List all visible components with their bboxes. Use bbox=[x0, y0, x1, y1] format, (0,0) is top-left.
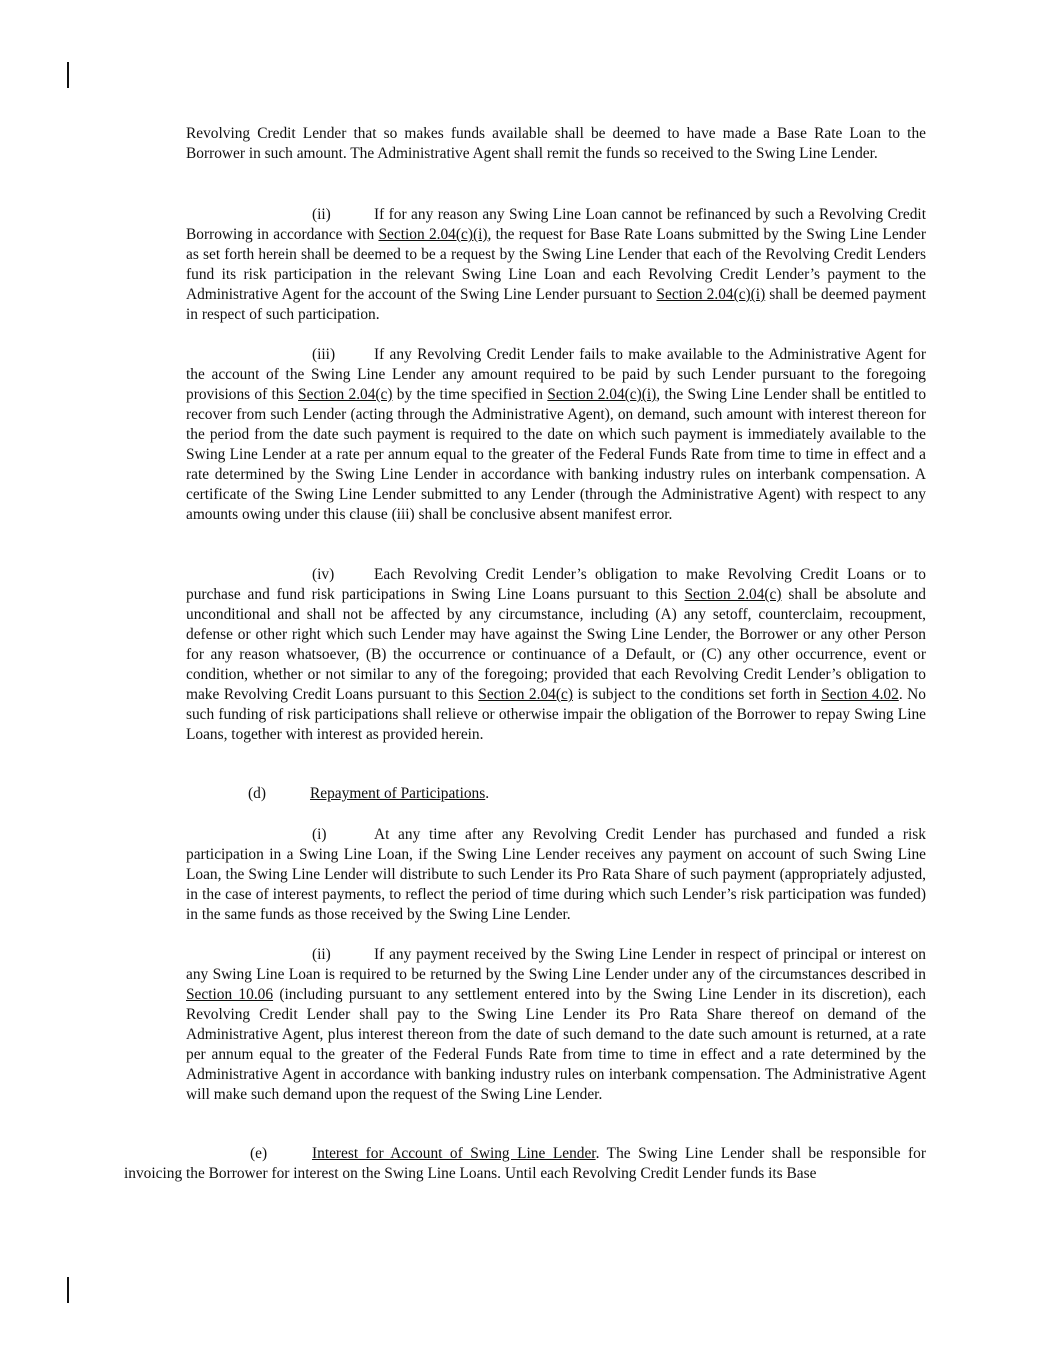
clause-number: (e) bbox=[250, 1145, 268, 1162]
section-reference: Section 2.04(c)(i) bbox=[547, 386, 657, 403]
section-reference: Section 10.06 bbox=[186, 986, 274, 1003]
paragraph-text: (including pursuant to any settlement entered into by the Swing Line Lender in its discretion), each Revolving Credit Lender shall pay to the Swing Line Lender its Pro Rata Share thereof on demand of the Administrative Agent, plus interest thereon from the date of such demand to the date such amount is returned, at a rate per annum equal to the greater of the Federal Funds Rate from time to time in effect and a rate determined by the Administrative Agent in accordance with banking industry rules on interbank compensation. The Administrative Agent will make such demand upon the request of the Swing Line Lender. bbox=[186, 986, 926, 1103]
paragraph-text: , the request for Base Rate Loans submitted by the Swing Line Lender as set forth herein shall be deemed to be a request by the Swing Line Lender that each of the Revolving Credit Lenders fund its risk participation in the relevant Swing Line Loan and each Revolving Credit Lender’s payment to the Administrative Agent for the account of the Swing Line Lender pursuant to bbox=[186, 226, 927, 303]
clause-number: (ii) bbox=[312, 206, 331, 223]
clause-number: (ii) bbox=[312, 946, 331, 963]
paragraph-text: At any time after any Revolving Credit Lender has purchased and funded a risk participation in a Swing Line Loan, if the Swing Line Lender receives any payment on account of such Swing Line Loan, the Swing Line Lender will distribute to such Lender its Pro Rata Share of such payment (appropriately adjusted, in the case of interest payments, to reflect the period of time during which such Lender’s risk participation was funded) in the same funds as those received by the Swing Line Lender. bbox=[186, 826, 926, 923]
paragraph-c-iii bbox=[186, 345, 926, 525]
section-reference: Section 2.04(c)(i) bbox=[378, 226, 488, 243]
paragraph-d-i bbox=[186, 825, 926, 925]
paragraph-text: , the Swing Line Lender shall be entitled to recover from such Lender (acting through the Administrative Agent), on demand, such amount with interest thereon for the period from the date such payment is required to the date on which such payment is immediately available to the Swing Line Lender at a rate per annum equal to the greater of the Federal Funds Rate from time to time in effect and a rate determined by the Swing Line Lender in accordance with banking industry rules on interbank compensation. A certificate of the Swing Line Lender submitted to any Lender (through the Administrative Agent) with respect to any amounts owing under this clause (iii) shall be conclusive absent manifest error. bbox=[186, 386, 927, 523]
revision-bar-bottom bbox=[67, 1277, 69, 1303]
paragraph-text: If any Revolving Credit Lender fails to make available to the Administrative Agent for the account of the Swing Line Lender any amount required to be paid by such Lender pursuant to the foregoing provisions of this bbox=[186, 346, 926, 403]
clause-number: (iii) bbox=[312, 346, 336, 363]
section-reference: Section 2.04(c)(i) bbox=[656, 286, 766, 303]
section-heading-d bbox=[186, 784, 926, 804]
section-reference: Section 2.04(c) bbox=[298, 386, 393, 403]
section-reference: Section 2.04(c) bbox=[478, 686, 573, 703]
paragraph-c-ii bbox=[186, 205, 926, 325]
clause-number: (iv) bbox=[312, 566, 335, 583]
section-reference: Section 2.04(c) bbox=[684, 586, 782, 603]
heading-text: Interest for Account of Swing Line Lender bbox=[312, 1145, 596, 1162]
heading-text: Repayment of Participations bbox=[310, 785, 486, 802]
paragraph-continuation bbox=[186, 124, 926, 164]
paragraph-d-ii bbox=[186, 945, 926, 1105]
paragraph-text: . The Swing Line Lender shall be responsible for invoicing the Borrower for interest on the Swing Line Loans. Until each Revolving Credit Lender funds its Base bbox=[124, 1145, 926, 1182]
paragraph-text: shall be deemed payment in respect of such participation. bbox=[186, 286, 926, 323]
paragraph-text: . No such funding of risk participations shall relieve or otherwise impair the obligation of the Borrower to repay Swing Line Loans, together with interest as provided herein. bbox=[186, 686, 926, 743]
paragraph-text: Each Revolving Credit Lender’s obligation to make Revolving Credit Loans or to purchase and fund risk participations in Swing Line Loans pursuant to this bbox=[186, 566, 926, 603]
paragraph-text: by the time specified in bbox=[392, 386, 548, 403]
paragraph-text: Revolving Credit Lender that so makes funds available shall be deemed to have made a Base Rate Loan to the Borrower in such amount. The Administrative Agent shall remit the funds so received to the Swing Line Lender. bbox=[186, 125, 926, 162]
paragraph-e bbox=[124, 1144, 926, 1184]
paragraph-text: If for any reason any Swing Line Loan cannot be refinanced by such a Revolving Credit Borrowing in accordance with bbox=[186, 206, 926, 243]
clause-number: (d) bbox=[248, 785, 266, 802]
paragraph-c-iv bbox=[186, 565, 926, 745]
paragraph-text: is subject to the conditions set forth in bbox=[572, 686, 822, 703]
heading-punct: . bbox=[485, 785, 490, 802]
revision-bar-top bbox=[67, 62, 69, 88]
paragraph-text: shall be absolute and unconditional and shall not be affected by any circumstance, including (A) any setoff, counterclaim, recoupment, defense or other right which such Lender may have against the Swing Line Lender, the Borrower or any other Person for any reason whatsoever, (B) the occurrence or continuance of a Default, or (C) any other occurrence, event or condition, whether or not similar to any of the foregoing; provided that each Revolving Credit Lender’s obligation to make Revolving Credit Loans pursuant to this bbox=[186, 586, 927, 703]
section-reference: Section 4.02 bbox=[821, 686, 899, 703]
paragraph-text: If any payment received by the Swing Line Lender in respect of principal or interest on any Swing Line Loan is required to be returned by the Swing Line Lender under any of the circumstances described in bbox=[186, 946, 926, 983]
clause-number: (i) bbox=[312, 826, 327, 843]
